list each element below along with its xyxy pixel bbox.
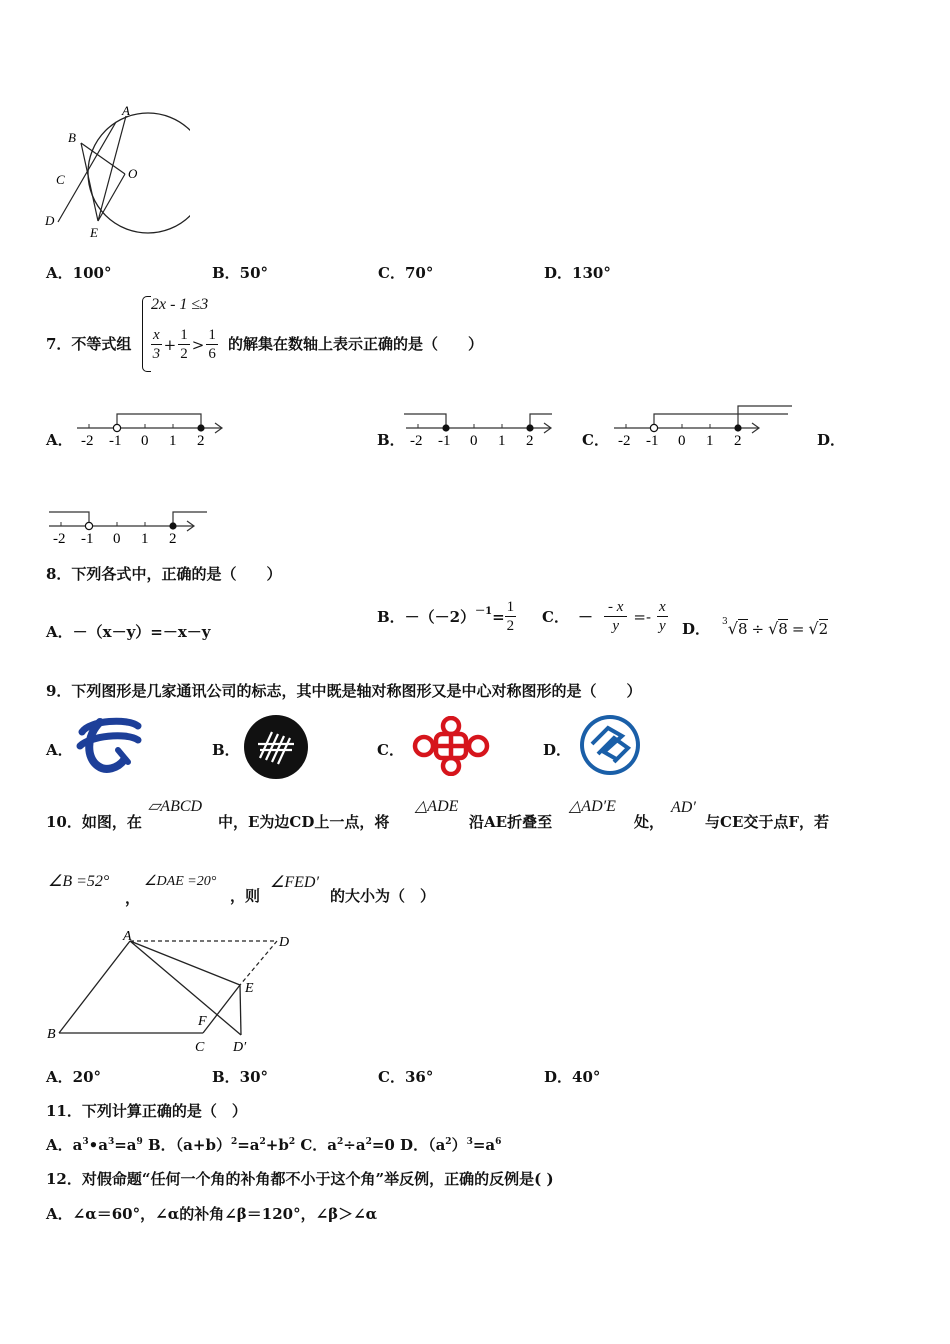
fig-label-e: E (90, 225, 98, 240)
fig-label-a: A (123, 929, 132, 944)
equals: =- (633, 607, 652, 626)
exponent: 6 (495, 1137, 502, 1147)
q10-text-6: 的大小为（ ） (330, 887, 436, 905)
q10-math-angle-b: ∠B =52° (48, 873, 110, 890)
q12-option-a[interactable]: A．∠α＝60°，∠α的补角∠β＝120°，∠β＞∠α (46, 1205, 378, 1223)
option-text: =a (237, 1136, 260, 1154)
q10-math-angle-dae: ∠DAE =20° (144, 874, 217, 889)
tick-label: -1 (646, 433, 659, 449)
option-text: B．（a+b） (142, 1136, 231, 1154)
china-telecom-logo-icon (76, 714, 144, 776)
exponent: －1 (475, 606, 493, 617)
tick-label: -1 (109, 433, 122, 449)
exponent: 3 (107, 1137, 115, 1147)
fig-label-b: B (47, 1027, 56, 1042)
option-letter: D． (682, 620, 711, 638)
q8-option-b[interactable] (377, 598, 516, 635)
tick-label: 1 (141, 531, 149, 547)
q10-text-5: 与CE交于点F，若 (705, 813, 830, 831)
q7-brace (142, 296, 151, 372)
tick-label: 1 (498, 433, 506, 449)
exponent: 2 (337, 1137, 344, 1147)
q7-option-d[interactable]: D． (817, 431, 846, 449)
number-line-c (612, 398, 792, 450)
parallelogram-fold-figure (45, 928, 295, 1058)
op: + (163, 335, 177, 354)
tick-label: -2 (81, 433, 94, 449)
frac-num: 1 (506, 599, 515, 615)
q10-text-4: 处， (634, 813, 665, 831)
china-netcom-logo-icon (242, 714, 310, 780)
q10-option-c[interactable]: C．36° (378, 1068, 434, 1086)
frac-den: y (612, 618, 619, 634)
tick-label: 1 (706, 433, 714, 449)
exponent: 2 (259, 1137, 266, 1147)
fig-label-d-prime: D′ (233, 1040, 247, 1055)
frac-den: 6 (208, 346, 216, 362)
exponent: 9 (136, 1137, 143, 1147)
op: > (191, 335, 205, 354)
frac-den: y (659, 618, 666, 634)
tick-label: 2 (169, 531, 177, 547)
q9-stem: 9．下列图形是几家通讯公司的标志，其中既是轴对称图形又是中心对称图形的是（ ） (46, 682, 642, 700)
q6-option-c[interactable]: C．70° (378, 264, 434, 282)
q7-inequality-2 (151, 326, 218, 363)
closed-endpoint (734, 424, 741, 431)
open-endpoint (85, 522, 92, 529)
q7-option-b[interactable]: B． (377, 431, 405, 449)
equals: = (791, 619, 805, 638)
option-text: ） (451, 1136, 467, 1154)
q10-option-b[interactable]: B．30° (212, 1068, 269, 1086)
tick-label: 0 (141, 433, 149, 449)
minus: － (577, 608, 593, 626)
tick-label: 2 (734, 433, 742, 449)
tick-label: -2 (410, 433, 423, 449)
frac-den: 2 (180, 346, 188, 362)
q7-prefix: 7．不等式组 (46, 335, 132, 353)
fig-label-c: C (56, 172, 65, 187)
q10-text-1: 10．如图，在 (46, 813, 142, 831)
q9-option-b[interactable]: B． (212, 741, 240, 759)
option-text: A．a (46, 1136, 83, 1154)
frac-num: 1 (180, 327, 188, 343)
radicand: 8 (778, 620, 788, 638)
radicand: 2 (818, 620, 829, 638)
closed-endpoint (526, 424, 533, 431)
q11-options-line[interactable] (46, 1134, 501, 1155)
tick-label: 1 (169, 433, 177, 449)
q9-option-c[interactable]: C． (377, 741, 404, 759)
divide-sign: ÷ (751, 619, 765, 638)
q7-option-a[interactable]: A． (46, 431, 73, 449)
q8-option-a[interactable]: A．－（x－y）=－x－y (46, 623, 211, 641)
q9-option-d[interactable]: D． (543, 741, 572, 759)
fig-label-o: O (128, 166, 138, 181)
q9-option-a[interactable]: A． (46, 741, 73, 759)
tick-label: 2 (197, 433, 205, 449)
tick-label: 0 (678, 433, 686, 449)
tick-label: 2 (526, 433, 534, 449)
number-line-d (47, 502, 207, 548)
tick-label: 0 (113, 531, 121, 547)
exponent: 3 (82, 1137, 89, 1147)
equals: = (492, 607, 505, 626)
exponent: 2 (230, 1137, 238, 1147)
q10-sep-2: ，则 (230, 887, 261, 905)
option-text: C．a (295, 1136, 337, 1154)
q10-text-2: 中，E为边CD上一点，将 (218, 813, 390, 831)
open-endpoint (113, 424, 120, 431)
q10-math-parallelogram: ▱ABCD (148, 798, 203, 815)
radicand: 8 (737, 620, 748, 638)
q8-stem: 8．下列各式中，正确的是（ ） (46, 565, 282, 583)
q6-option-d[interactable]: D．130° (544, 264, 611, 282)
tick-label: -2 (53, 531, 66, 547)
frac-num: 1 (208, 327, 216, 343)
option-text: +b (265, 1136, 289, 1154)
fig-label-d: D (45, 213, 55, 228)
fig-label-a: A (122, 103, 130, 118)
q6-option-b[interactable]: B．50° (212, 264, 269, 282)
tick-label: -2 (618, 433, 631, 449)
q8-option-c[interactable] (542, 598, 668, 635)
fig-label-c: C (195, 1040, 205, 1055)
fig-label-f: F (198, 1014, 207, 1029)
frac-den: 2 (506, 618, 515, 634)
china-unicom-knot-logo-icon (410, 716, 492, 776)
q10-option-d[interactable]: D．40° (544, 1068, 601, 1086)
q12-stem: 12．对假命题“任何一个角的补角都不小于这个角”举反例，正确的反例是( ) (46, 1170, 554, 1188)
tick-label: 0 (470, 433, 478, 449)
number-line-a (75, 398, 227, 450)
option-text: =a (472, 1136, 496, 1154)
option-text: B．－（－2） (377, 608, 476, 626)
tick-label: -1 (438, 433, 451, 449)
fig-label-e: E (245, 981, 254, 996)
q10-math-angle-fed-prime: ∠FED′ (270, 874, 319, 891)
q10-text-3: 沿AE折叠至 (469, 813, 553, 831)
tick-label: -1 (81, 531, 94, 547)
frac-num: x (153, 327, 160, 343)
frac-den: 3 (152, 346, 161, 362)
china-mobile-logo-icon (578, 714, 642, 776)
option-text: =a (114, 1136, 137, 1154)
closed-endpoint (197, 424, 204, 431)
q7-inequality-1: 2x - 1 ≤3 (151, 296, 209, 313)
q7-option-c[interactable]: C． (582, 431, 609, 449)
fig-label-d: D (279, 935, 290, 950)
q6-option-a[interactable]: A．100° (46, 264, 112, 282)
option-text: ÷a (343, 1136, 366, 1154)
q11-stem: 11．下列计算正确的是（ ） (46, 1102, 247, 1120)
exponent: 2 (365, 1137, 372, 1147)
number-line-b (404, 404, 556, 450)
fig-label-b: B (68, 130, 76, 145)
closed-endpoint (442, 424, 449, 431)
closed-endpoint (169, 522, 176, 529)
q10-sep-1: ， (125, 889, 141, 907)
q8-option-d[interactable]: D． 3 √ 8 ÷ √ 8 = √ 2 (682, 616, 829, 638)
exponent: 2 (288, 1137, 296, 1147)
option-text: =0 D．（a (371, 1136, 446, 1154)
root-index: 3 (722, 616, 728, 627)
q10-math-triangle-ad-prime-e: △AD′E (569, 798, 616, 815)
frac-num: x (659, 599, 666, 615)
q10-math-ad-prime: AD′ (671, 799, 696, 816)
option-text: •a (88, 1136, 108, 1154)
exponent: 3 (466, 1137, 473, 1147)
frac-num: - x (604, 598, 627, 617)
open-endpoint (650, 424, 657, 431)
exponent: 2 (445, 1137, 452, 1147)
q10-math-triangle-ade: △ADE (415, 798, 459, 815)
circle-figure (40, 100, 190, 245)
q7-suffix: 的解集在数轴上表示正确的是（ ） (228, 335, 484, 353)
option-letter: C． (542, 608, 569, 626)
q10-option-a[interactable]: A．20° (46, 1068, 102, 1086)
